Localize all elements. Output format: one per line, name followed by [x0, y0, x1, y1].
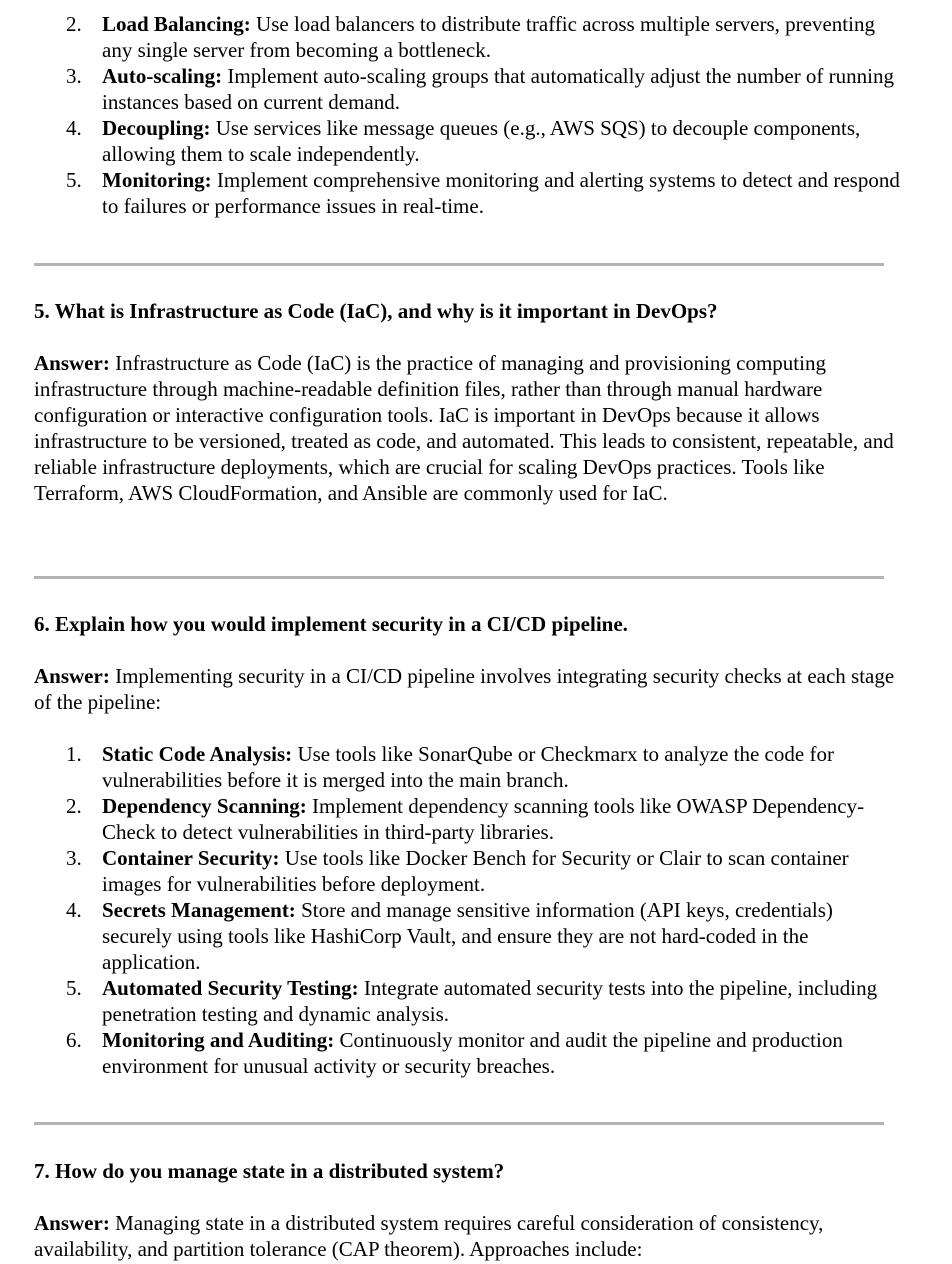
list-item-term: Load Balancing: [102, 12, 251, 36]
question-5-answer [34, 350, 896, 506]
list-item [0, 975, 900, 1027]
list-item-number: 6. [66, 1028, 82, 1052]
list-item-number: 1. [66, 742, 82, 766]
answer-text: Infrastructure as Code (IaC) is the practice of managing and provisioning computing infrastructure through machine-readable definition files, rather than through manual hardware configuration or interactive configuration tools. IaC is important in DevOps because it allows infrastructure to be versioned, treated as code, and automated. This leads to consistent, repeatable, and reliable infrastructure deployments, which are crucial for scaling DevOps practices. Tools like Terraform, AWS CloudFormation, and Ansible are commonly used for IaC. [34, 351, 894, 505]
scaling-list [0, 11, 900, 219]
list-item-number: 3. [66, 64, 82, 88]
list-item-term: Monitoring: [102, 168, 212, 192]
list-item [0, 793, 900, 845]
answer-label: Answer: [34, 351, 110, 375]
question-6-heading: 6. Explain how you would implement security in a CI/CD pipeline. [34, 612, 628, 636]
list-item-text: Use services like message queues (e.g., AWS SQS) to decouple components, allowing them to scale independently. [102, 116, 861, 166]
answer-text: Managing state in a distributed system requires careful consideration of consistency, availability, and partition tolerance (CAP theorem). Approaches include: [34, 1211, 824, 1261]
list-item [0, 897, 900, 975]
list-item-text: Use tools like Docker Bench for Security or Clair to scan container images for vulnerabilities before deployment. [102, 846, 849, 896]
answer-text: Implementing security in a CI/CD pipeline involves integrating security checks at each stage of the pipeline: [34, 664, 895, 714]
list-item-text: Continuously monitor and audit the pipeline and production environment for unusual activity or security breaches. [102, 1028, 843, 1078]
list-item-number: 5. [66, 168, 82, 192]
list-item-number: 5. [66, 976, 82, 1000]
list-item-number: 3. [66, 846, 82, 870]
list-item-term: Decoupling: [102, 116, 211, 140]
list-item-term: Secrets Management: [102, 898, 296, 922]
list-item [0, 1027, 900, 1079]
section-divider [34, 576, 884, 579]
question-6-answer [34, 663, 896, 715]
list-item-term: Container Security: [102, 846, 280, 870]
list-item [0, 845, 900, 897]
list-item-term: Automated Security Testing: [102, 976, 359, 1000]
list-item-term: Monitoring and Auditing: [102, 1028, 335, 1052]
answer-label: Answer: [34, 1211, 110, 1235]
question-7-heading: 7. How do you manage state in a distributed system? [34, 1159, 505, 1183]
security-list [0, 741, 900, 1079]
list-item [0, 11, 900, 63]
list-item-text: Store and manage sensitive information (API keys, credentials) securely using tools like HashiCorp Vault, and ensure they are not hard-coded in the application. [102, 898, 833, 974]
list-item-text: Implement auto-scaling groups that automatically adjust the number of running instances based on current demand. [102, 64, 895, 114]
list-item [0, 741, 900, 793]
list-item [0, 63, 900, 115]
list-item [0, 167, 900, 219]
list-item-number: 2. [66, 794, 82, 818]
list-item-term: Dependency Scanning: [102, 794, 307, 818]
list-item-number: 4. [66, 898, 82, 922]
list-item-text: Use tools like SonarQube or Checkmarx to analyze the code for vulnerabilities before it is merged into the main branch. [102, 742, 834, 792]
list-item-number: 2. [66, 12, 82, 36]
list-item-text: Use load balancers to distribute traffic across multiple servers, preventing any single server from becoming a bottleneck. [102, 12, 875, 62]
list-item-text: Implement dependency scanning tools like OWASP Dependency-Check to detect vulnerabilities in third-party libraries. [102, 794, 865, 844]
section-divider [34, 1122, 884, 1125]
section-divider [34, 263, 884, 266]
question-7-answer [34, 1210, 896, 1262]
list-item-text: Integrate automated security tests into the pipeline, including penetration testing and dynamic analysis. [102, 976, 878, 1026]
list-item [0, 115, 900, 167]
question-5-heading: 5. What is Infrastructure as Code (IaC), and why is it important in DevOps? [34, 299, 718, 323]
list-item-term: Auto-scaling: [102, 64, 223, 88]
answer-label: Answer: [34, 664, 110, 688]
list-item-number: 4. [66, 116, 82, 140]
list-item-text: Implement comprehensive monitoring and alerting systems to detect and respond to failures or performance issues in real-time. [102, 168, 900, 218]
list-item-term: Static Code Analysis: [102, 742, 293, 766]
